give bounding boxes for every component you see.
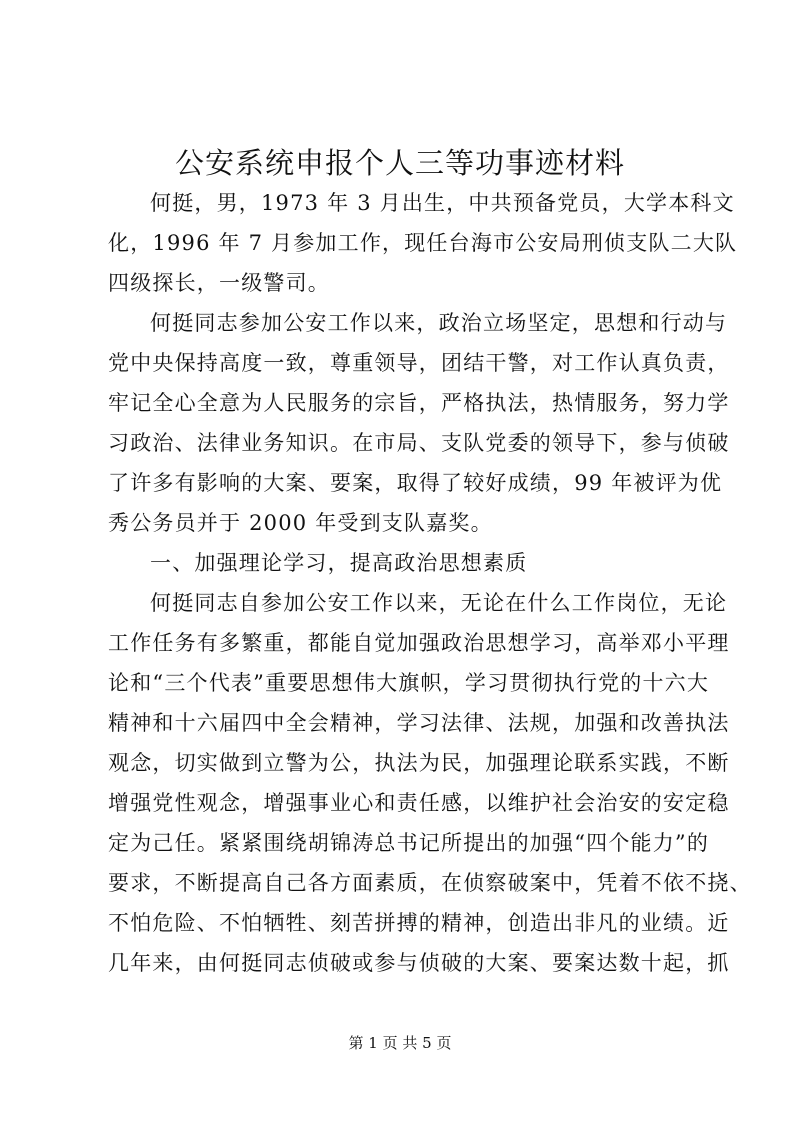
paragraph-2-line-1: 何挺同志参加公安工作以来，政治立场坚定，思想和行动与 [150, 311, 728, 335]
paragraph-3-line-9: 不怕危险、不怕牺牲、刻苦拼搏的精神，创造出非凡的业绩。近 [108, 911, 730, 935]
document-title: 公安系统申报个人三等功事迹材料 [174, 146, 625, 180]
paragraph-1-line-2: 化，1996 年 7 月参加工作，现任台海市公安局刑侦支队二大队 [108, 231, 738, 255]
paragraph-3-line-1: 何挺同志自参加公安工作以来，无论在什么工作岗位，无论 [150, 591, 728, 615]
document-body [108, 183, 752, 983]
paragraph-3-line-7: 定为己任。紧紧围绕胡锦涛总书记所提出的加强“四个能力”的 [108, 831, 710, 855]
paragraph-3-line-6: 增强党性观念，增强事业心和责任感，以维护社会治安的安定稳 [108, 791, 730, 815]
paragraph-2-line-3: 牢记全心全意为人民服务的宗旨，严格执法，热情服务，努力学 [108, 391, 730, 415]
paragraph-1-line-3: 四级探长，一级警司。 [108, 271, 330, 295]
paragraph-2-line-4: 习政治、法律业务知识。在市局、支队党委的领导下，参与侦破 [108, 431, 730, 455]
paragraph-3-line-2: 工作任务有多繁重，都能自觉加强政治思想学习，高举邓小平理 [108, 631, 730, 655]
paragraph-1-line-1: 何挺，男，1973 年 3 月出生，中共预备党员，大学本科文 [150, 191, 735, 215]
paragraph-3-line-8: 要求，不断提高自己各方面素质，在侦察破案中，凭着不依不挠、 [108, 871, 752, 895]
paragraph-3-line-10: 几年来，由何挺同志侦破或参与侦破的大案、要案达数十起，抓 [108, 951, 730, 975]
paragraph-3-line-4: 精神和十六届四中全会精神，学习法律、法规，加强和改善执法 [108, 711, 730, 735]
page-number-footer: 第 1 页 共 5 页 [348, 1034, 452, 1052]
paragraph-2-line-5: 了许多有影响的大案、要案，取得了较好成绩，99 年被评为优 [108, 471, 723, 495]
paragraph-2-line-6: 秀公务员并于 2000 年受到支队嘉奖。 [108, 511, 493, 535]
paragraph-3-line-3: 论和“三个代表”重要思想伟大旗帜，学习贯彻执行党的十六大 [108, 671, 710, 695]
paragraph-3-line-5: 观念，切实做到立警为公，执法为民，加强理论联系实践，不断 [108, 751, 730, 775]
paragraph-2-line-2: 党中央保持高度一致，尊重领导，团结干警，对工作认真负责， [108, 351, 730, 375]
section-heading-1: 一、加强理论学习，提高政治思想素质 [150, 551, 528, 575]
